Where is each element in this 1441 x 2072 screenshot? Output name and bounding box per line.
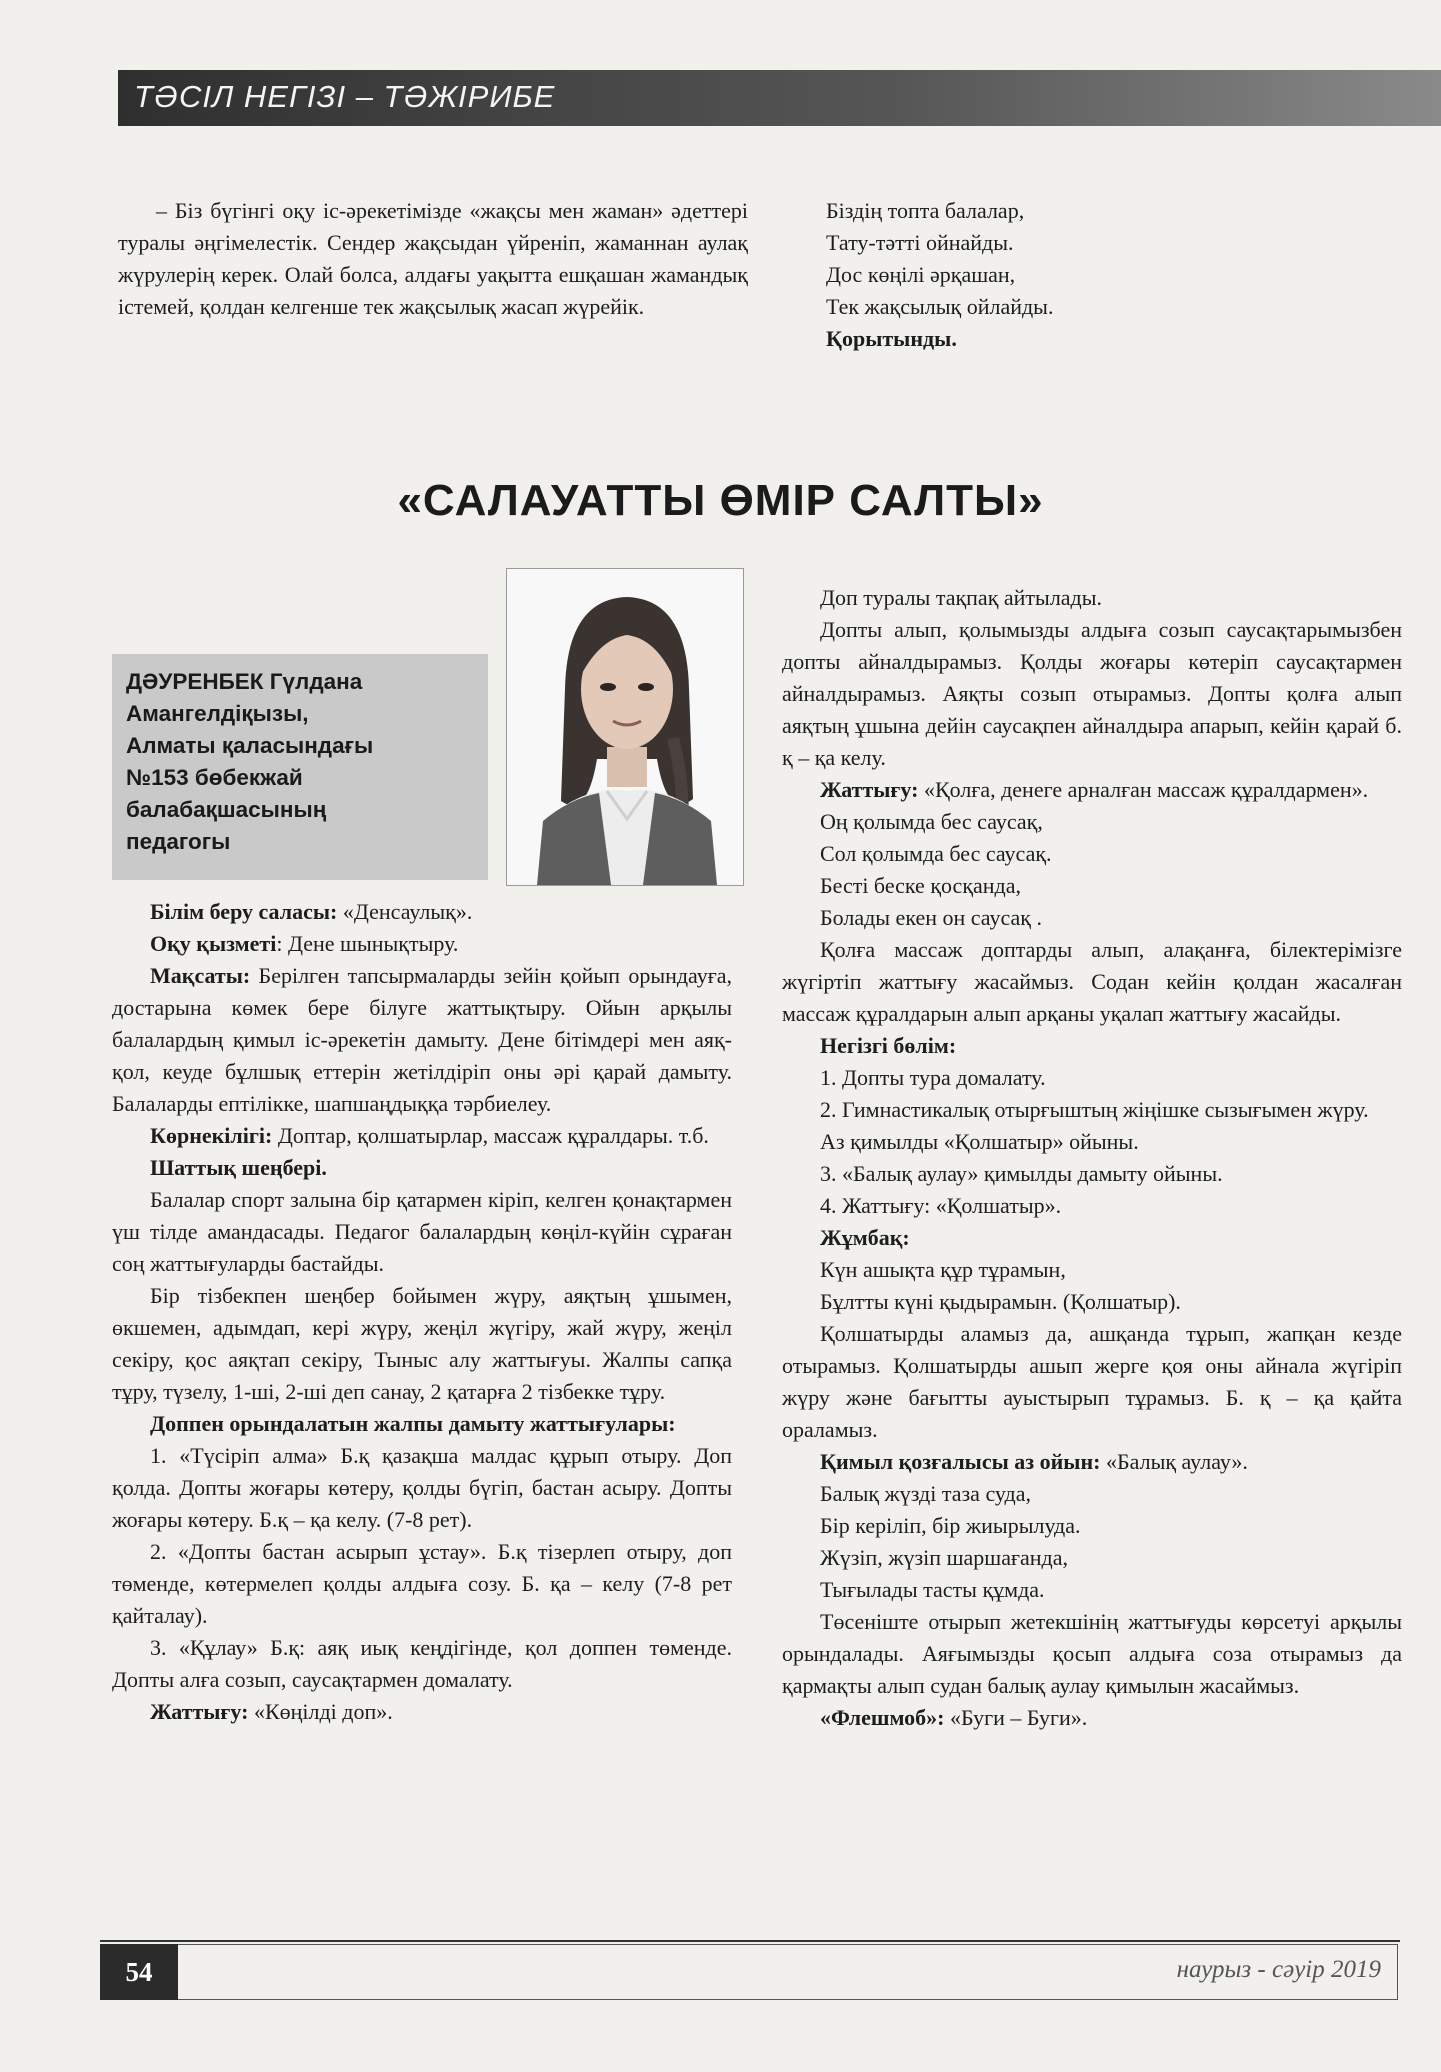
author-info <box>126 666 486 858</box>
paragraph: 4. Жаттығу: «Қолшатыр». <box>820 1193 1062 1218</box>
paragraph: 3. «Балық аулау» қимылды дамыту ойыны. <box>820 1161 1223 1186</box>
paragraph: Доп туралы тақпақ айтылады. <box>820 585 1103 610</box>
subheading: Негізгі бөлім: <box>820 1033 957 1058</box>
page-number: 54 <box>100 1944 178 2000</box>
verse-line: Тығылады тасты құмда. <box>820 1577 1045 1602</box>
paragraph: Төсеніште отырып жетекшінің жаттығуды көрсетуі арқылы орындалады. Аяғымызды қосып алдыға соза отырамыз да қармақты алып судан балық аулау қимылын жасаймыз. <box>782 1609 1402 1698</box>
author-line: №153 бөбекжай <box>126 765 303 790</box>
conclusion-heading: Қорытынды. <box>826 326 957 351</box>
paragraph <box>112 1120 732 1152</box>
field-value: : Дене шынықтыру. <box>276 931 459 956</box>
verse-line: Бесті беске қосқанда, <box>820 873 1022 898</box>
field-value: «Балық аулау». <box>1100 1449 1248 1474</box>
paragraph <box>112 960 732 1120</box>
verse-line: Тек жақсылық ойлайды. <box>826 294 1054 319</box>
verse-line: Сол қолымда бес саусақ. <box>820 841 1052 866</box>
paragraph <box>782 774 1402 806</box>
field-label: Көрнекілігі: <box>150 1123 273 1148</box>
verse-line: Оң қолымда бес саусақ, <box>820 809 1043 834</box>
closing-paragraph: – Біз бүгінгі оқу іс-әрекетімізде «жақсы мен жаман» әдеттері туралы әңгімелестік. Сендер жақсыдан үйреніп, жаманнан аулақ жүрулерің керек. Олай болса, алдағы уақытта ешқашан жамандық істемей, қолдан келгенше тек жақсылық жасап жүрейік. <box>118 198 748 319</box>
paragraph <box>782 1702 1402 1734</box>
verse-line: Жүзіп, жүзіп шаршағанда, <box>820 1545 1068 1570</box>
riddle-line: Бұлтты күні қыдырамын. (Қолшатыр). <box>820 1289 1181 1314</box>
field-label: Қимыл қозғалысы аз ойын: <box>820 1449 1101 1474</box>
field-value: «Қолға, денеге арналған массаж құралдармен». <box>918 777 1369 802</box>
paragraph: 2. «Допты бастан асырып ұстау». Б.қ тізерлеп отыру, доп төменде, көтермелеп қолды алдыға созу. Б. қа – келу (7-8 рет қайталау). <box>112 1539 732 1628</box>
field-value: Берілген тапсырмаларды зейін қойып орындауға, достарына көмек бере білуге жаттықтыру. Ойын арқылы балалардың қимыл іс-әрекетін дамыту. Дене бітімдері мен аяқ-қол, кеуде бұлшық еттерін жетілдіріп оны әрі қарай дамыту. Балаларды ептілікке, шапшаңдыққа тәрбиелеу. <box>112 963 732 1116</box>
field-value: «Буги – Буги». <box>944 1705 1088 1730</box>
paragraph: Қолшатырды аламыз да, ашқанда тұрып, жапқан кезде отырамыз. Қолшатырды ашып жерге қоя оны айнала жүгіріп жүру және бағытты ауыстырып тұрамыз. Б. қ – қа қайта ораламыз. <box>782 1321 1402 1442</box>
author-line: Алматы қаласындағы <box>126 733 374 758</box>
footer-rule <box>100 1940 1400 1942</box>
field-label: Мақсаты: <box>150 963 251 988</box>
field-label: Оқу қызметі <box>150 931 277 956</box>
author-line: Амангелдіқызы, <box>126 701 309 726</box>
paragraph: Аз қимылды «Қолшатыр» ойыны. <box>820 1129 1139 1154</box>
field-value: «Денсаулық». <box>337 899 473 924</box>
paragraph <box>782 1446 1402 1478</box>
field-label: «Флешмоб»: <box>820 1705 945 1730</box>
paragraph <box>112 1152 732 1184</box>
portrait-illustration <box>507 569 743 885</box>
field-value: Доптар, қолшатырлар, массаж құралдары. т.б. <box>272 1123 709 1148</box>
paragraph <box>112 896 732 928</box>
author-line: балабақшасының <box>126 797 327 822</box>
paragraph <box>782 1222 1402 1254</box>
paragraph: Бір тізбекпен шеңбер бойымен жүру, аяқтың ұшымен, өкшемен, адымдап, кері жүру, жеңіл жүгіру, жай жүру, жеңіл секіру, қос аяқтап секіру, Тыныс алу жаттығуы. Жалпы сапқа тұру, түзелу, 1-ші, 2-ші деп санау, 2 қатарға 2 тізбекке тұру. <box>112 1283 732 1404</box>
field-label: Жаттығу: <box>150 1699 249 1724</box>
paragraph <box>112 1696 732 1728</box>
section-header <box>118 70 1441 126</box>
verse-line: Балық жүзді таза суда, <box>820 1481 1031 1506</box>
top-right-verse <box>826 195 1386 355</box>
article-title: «САЛАУАТТЫ ӨМІР САЛТЫ» <box>397 476 1044 525</box>
paragraph: 2. Гимнастикалық отырғыштың жіңішке сызығымен жүру. <box>820 1097 1369 1122</box>
paragraph <box>112 928 732 960</box>
section-title: ТӘСІЛ НЕГІЗІ – ТӘЖІРИБЕ <box>134 79 556 114</box>
field-value: «Көңілді доп». <box>248 1699 393 1724</box>
paragraph: 3. «Құлау» Б.қ: аяқ иық кеңдігінде, қол доппен төменде. Допты алға созып, саусақтармен домалату. <box>112 1635 732 1692</box>
right-column <box>782 582 1402 1734</box>
paragraph: 1. Допты тура домалату. <box>820 1065 1046 1090</box>
author-box <box>112 654 488 880</box>
issue-label: наурыз - сәуір 2019 <box>1176 1956 1381 1983</box>
field-label: Білім беру саласы: <box>150 899 338 924</box>
paragraph: Допты алып, қолымызды алдыға созып саусақтарымызбен допты айналдырамыз. Қолды жоғары көтеріп саусақтармен айналдырамыз. Аяқты созып отырамыз. Допты қолға алып аяқтың ұшына дейін саусақпен айналдыра апарып, кейін қарай б. қ – қа келу. <box>782 617 1402 770</box>
verse-line: Дос көңілі әрқашан, <box>826 262 1016 287</box>
author-line: ДӘУРЕНБЕК Гүлдана <box>126 669 363 694</box>
left-column <box>112 896 732 1728</box>
subheading: Шаттық шеңбері. <box>150 1155 327 1180</box>
author-photo <box>506 568 744 886</box>
paragraph: Қолға массаж доптарды алып, алақанға, білектерімізге жүгіртіп жаттығу жасаймыз. Содан кейін қолдан жасалған массаж құралдарын алып арқаны уқалап жаттығу жасайды. <box>782 937 1402 1026</box>
subheading: Жұмбақ: <box>820 1225 910 1250</box>
author-line: педагогы <box>126 829 231 854</box>
verse-line: Тату-тәтті ойнайды. <box>826 230 1014 255</box>
verse-line: Болады екен он саусақ . <box>820 905 1042 930</box>
field-label: Жаттығу: <box>820 777 919 802</box>
paragraph <box>782 1030 1402 1062</box>
paragraph <box>112 1408 732 1440</box>
riddle-line: Күн ашықта құр тұрамын, <box>820 1257 1066 1282</box>
top-left-text <box>118 195 748 323</box>
paragraph: 1. «Түсіріп алма» Б.қ қазақша малдас құрып отыру. Доп қолда. Допты жоғары көтеру, қолды бүгіп, бастан асыру. Допты жоғары көтеру. Б.қ – қа келу. (7-8 рет). <box>112 1443 732 1532</box>
verse-line: Біздің топта балалар, <box>826 198 1025 223</box>
verse-line: Бір керіліп, бір жиырылуда. <box>820 1513 1081 1538</box>
paragraph: Балалар спорт залына бір қатармен кіріп, келген қонақтармен үш тілде амандасады. Педагог балалардың көңіл-күйін сұраған соң жаттығуларды бастайды. <box>112 1187 732 1276</box>
subheading: Доппен орындалатын жалпы дамыту жаттығулары: <box>150 1411 676 1436</box>
